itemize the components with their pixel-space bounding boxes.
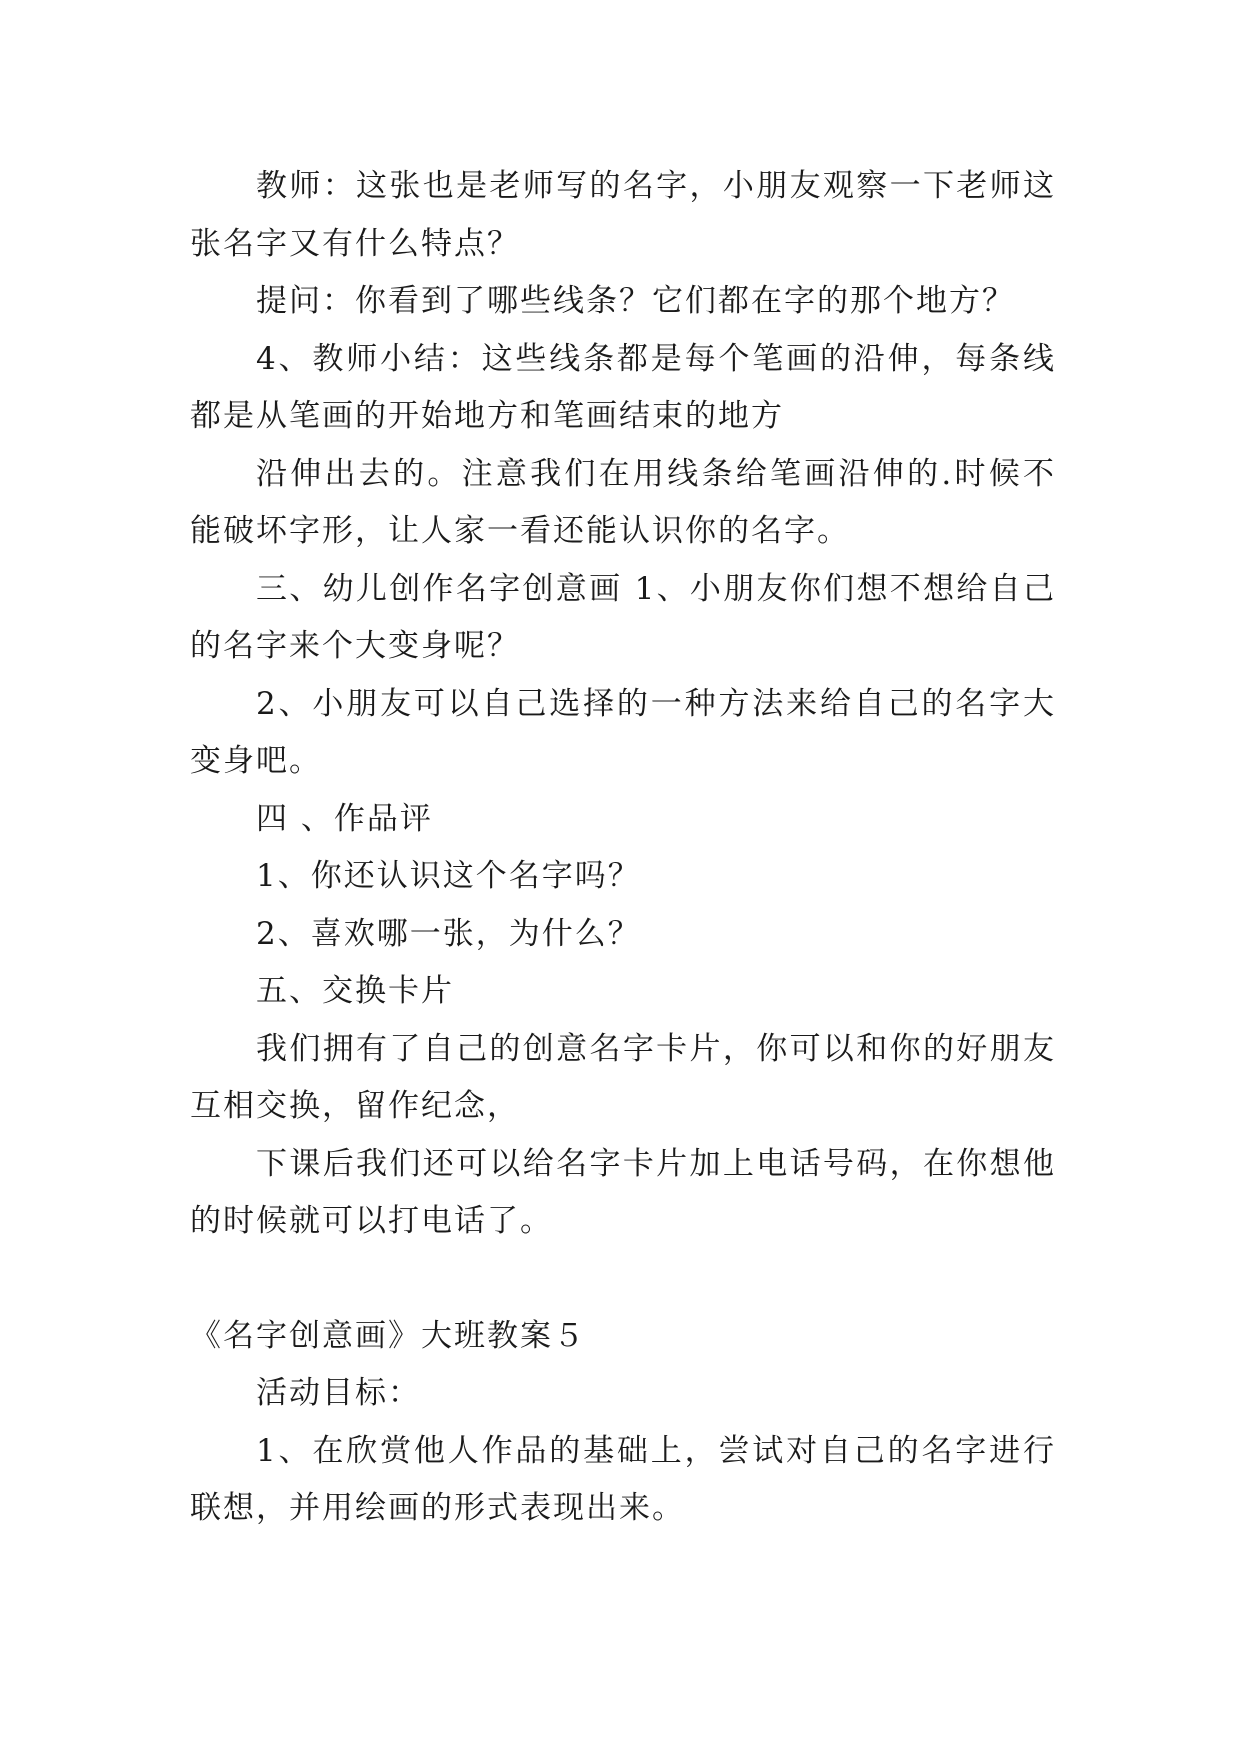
paragraph: 1、你还认识这个名字吗？ <box>256 858 641 894</box>
section-title: 《名字创意画》大班教案５ <box>190 1317 586 1354</box>
document-body <box>190 158 1056 1538</box>
paragraph: 三、幼儿创作名字创意画 1、小朋友你们想不想给自己的名字来个大变身呢？ <box>190 570 1056 664</box>
paragraph: 活动目标： <box>256 1375 421 1411</box>
paragraph: 4、教师小结：这些线条都是每个笔画的沿伸，每条线都是从笔画的开始地方和笔画结束的地方 <box>190 340 1056 434</box>
section-spacer <box>190 1251 1056 1308</box>
paragraph: 四 、作品评 <box>256 800 433 837</box>
paragraph: 我们拥有了自己的创意名字卡片，你可以和你的好朋友互相交换，留作纪念， <box>190 1030 1056 1124</box>
paragraph: 下课后我们还可以给名字卡片加上电话号码，在你想他的时候就可以打电话了。 <box>190 1145 1056 1239</box>
paragraph: 教师：这张也是老师写的名字，小朋友观察一下老师这张名字又有什么特点？ <box>190 168 1056 262</box>
paragraph: 提问：你看到了哪些线条？它们都在字的那个地方？ <box>256 283 1015 319</box>
paragraph: 五、交换卡片 <box>256 973 454 1009</box>
paragraph: 2、小朋友可以自己选择的一种方法来给自己的名字大变身吧。 <box>190 685 1056 779</box>
paragraph: 沿伸出去的。注意我们在用线条给笔画沿伸的.时候不能破坏字形，让人家一看还能认识你的名字。 <box>190 455 1056 549</box>
paragraph: 2、喜欢哪一张，为什么？ <box>256 915 641 952</box>
paragraph: 1、在欣赏他人作品的基础上，尝试对自己的名字进行联想，并用绘画的形式表现出来。 <box>190 1432 1056 1526</box>
